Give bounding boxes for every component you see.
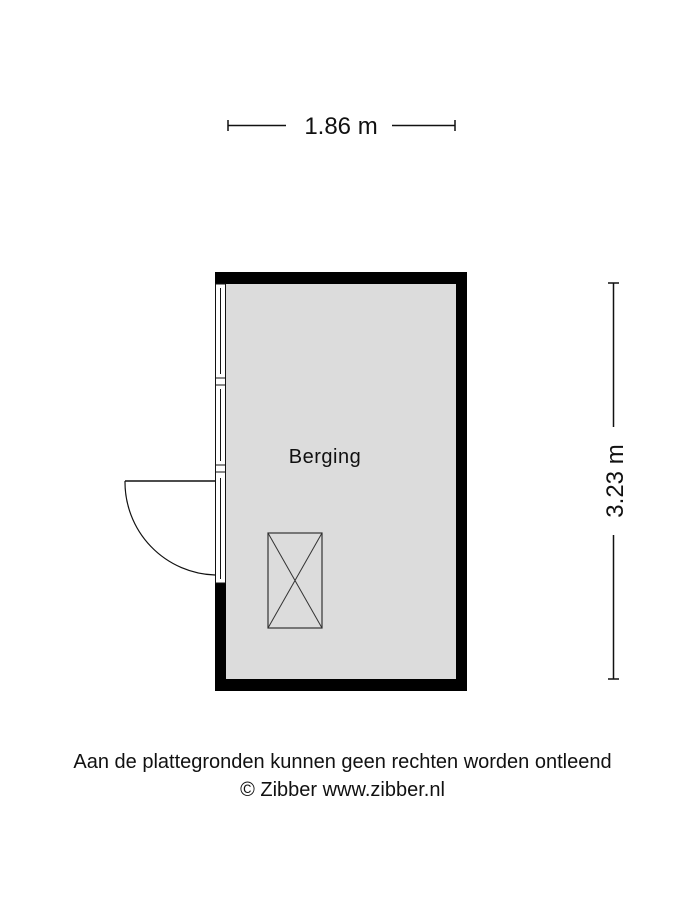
window-frames bbox=[216, 284, 226, 583]
wall-top bbox=[215, 272, 467, 284]
width-dimension bbox=[228, 113, 455, 140]
wall-right bbox=[456, 272, 467, 691]
disclaimer-text: Aan de plattegronden kunnen geen rechten worden ontleend bbox=[73, 751, 612, 773]
height-dimension bbox=[602, 283, 629, 679]
copyright-text: © Zibber www.zibber.nl bbox=[240, 779, 445, 801]
room-label: Berging bbox=[288, 446, 362, 468]
window-mullion-2 bbox=[216, 465, 226, 472]
wall-left-lower bbox=[215, 583, 226, 691]
wall-bottom bbox=[215, 679, 467, 691]
room-floor bbox=[226, 284, 456, 679]
door-swing bbox=[125, 481, 215, 575]
height-dimension-label: 3.23 m bbox=[602, 444, 629, 518]
door-arc bbox=[125, 481, 215, 575]
window-mullion-1 bbox=[216, 378, 226, 385]
width-dimension-label: 1.86 m bbox=[304, 113, 378, 140]
